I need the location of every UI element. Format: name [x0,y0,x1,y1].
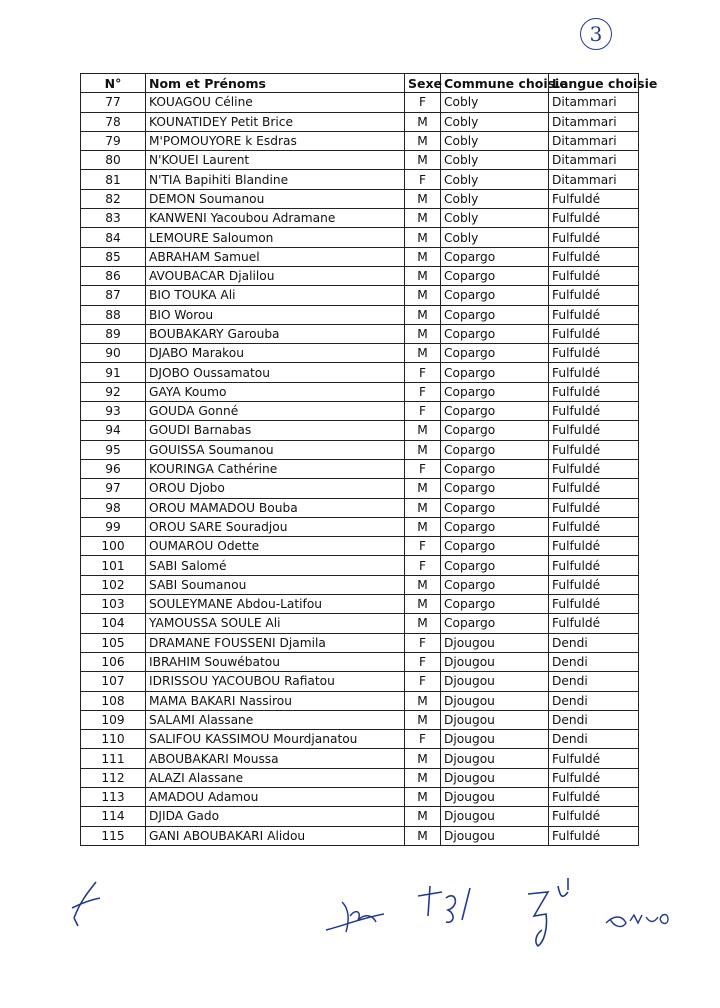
cell-language: Fulfuldé [549,324,639,343]
cell-commune: Copargo [441,537,549,556]
table-row [81,672,639,691]
cell-commune: Copargo [441,517,549,536]
cell-sex: M [405,344,441,363]
cell-name: KOUNATIDEY Petit Brice [146,112,405,131]
cell-sex: F [405,652,441,671]
table-row [81,517,639,536]
cell-language: Fulfuldé [549,575,639,594]
cell-language: Fulfuldé [549,266,639,285]
table-row [81,595,639,614]
cell-commune: Djougou [441,672,549,691]
cell-language: Fulfuldé [549,807,639,826]
cell-commune: Cobly [441,131,549,150]
cell-commune: Djougou [441,749,549,768]
cell-number: 101 [81,556,146,575]
cell-number: 93 [81,402,146,421]
table-row [81,112,639,131]
cell-commune: Djougou [441,652,549,671]
cell-number: 96 [81,459,146,478]
table-row [81,421,639,440]
cell-language: Fulfuldé [549,479,639,498]
cell-number: 106 [81,652,146,671]
cell-commune: Cobly [441,93,549,112]
cell-name: BIO TOUKA Ali [146,286,405,305]
cell-commune: Djougou [441,730,549,749]
header-commune: Commune choisie [441,74,549,93]
table-row [81,807,639,826]
cell-language: Fulfuldé [549,768,639,787]
table-row [81,537,639,556]
cell-language: Ditammari [549,170,639,189]
table-row [81,382,639,401]
cell-number: 114 [81,807,146,826]
table-row [81,131,639,150]
cell-language: Fulfuldé [549,209,639,228]
participants-table [80,73,658,846]
cell-sex: M [405,595,441,614]
table-row [81,575,639,594]
cell-number: 83 [81,209,146,228]
cell-number: 103 [81,595,146,614]
table-row [81,787,639,806]
cell-sex: M [405,112,441,131]
signature-2 [412,880,482,930]
cell-commune: Copargo [441,286,549,305]
cell-number: 94 [81,421,146,440]
table-row [81,614,639,633]
cell-sex: M [405,247,441,266]
cell-name: KANWENI Yacoubou Adramane [146,209,405,228]
header-name: Nom et Prénoms [146,74,405,93]
cell-name: BIO Worou [146,305,405,324]
cell-language: Fulfuldé [549,556,639,575]
cell-name: GOUDA Gonné [146,402,405,421]
cell-sex: M [405,305,441,324]
table-header-row [81,74,639,93]
cell-commune: Copargo [441,363,549,382]
cell-sex: M [405,286,441,305]
cell-commune: Cobly [441,189,549,208]
cell-number: 91 [81,363,146,382]
cell-commune: Copargo [441,479,549,498]
cell-name: DEMON Soumanou [146,189,405,208]
cell-commune: Copargo [441,575,549,594]
table-row [81,556,639,575]
cell-commune: Copargo [441,247,549,266]
table-row [81,305,639,324]
cell-commune: Cobly [441,209,549,228]
cell-name: OUMAROU Odette [146,537,405,556]
cell-sex: M [405,807,441,826]
page-number-circle [580,18,612,50]
table-row [81,730,639,749]
cell-language: Dendi [549,730,639,749]
cell-language: Fulfuldé [549,498,639,517]
cell-language: Dendi [549,691,639,710]
table-row [81,228,639,247]
table-row [81,324,639,343]
cell-commune: Djougou [441,787,549,806]
cell-number: 80 [81,151,146,170]
cell-sex: F [405,633,441,652]
cell-language: Fulfuldé [549,826,639,845]
cell-language: Dendi [549,652,639,671]
cell-number: 86 [81,266,146,285]
cell-sex: M [405,691,441,710]
table-row [81,479,639,498]
cell-language: Fulfuldé [549,614,639,633]
cell-sex: M [405,421,441,440]
cell-name: SABI Soumanou [146,575,405,594]
table-row [81,189,639,208]
cell-name: IDRISSOU YACOUBOU Rafiatou [146,672,405,691]
cell-number: 85 [81,247,146,266]
cell-sex: M [405,228,441,247]
cell-commune: Copargo [441,614,549,633]
cell-name: GOUDI Barnabas [146,421,405,440]
cell-commune: Copargo [441,266,549,285]
cell-number: 109 [81,710,146,729]
cell-commune: Djougou [441,710,549,729]
cell-sex: M [405,575,441,594]
signature-left [66,878,106,928]
cell-commune: Copargo [441,556,549,575]
cell-sex: M [405,749,441,768]
cell-sex: M [405,324,441,343]
cell-commune: Djougou [441,633,549,652]
cell-name: ABRAHAM Samuel [146,247,405,266]
cell-name: OROU Djobo [146,479,405,498]
cell-sex: M [405,517,441,536]
table-row [81,768,639,787]
cell-sex: M [405,768,441,787]
cell-commune: Cobly [441,151,549,170]
cell-name: M'POMOUYORE k Esdras [146,131,405,150]
table-row [81,440,639,459]
cell-sex: M [405,826,441,845]
header-sex: Sexe [405,74,441,93]
table-row [81,652,639,671]
cell-name: BOUBAKARY Garouba [146,324,405,343]
cell-commune: Copargo [441,344,549,363]
cell-number: 104 [81,614,146,633]
table-row [81,498,639,517]
cell-commune: Djougou [441,807,549,826]
cell-commune: Djougou [441,826,549,845]
cell-language: Fulfuldé [549,537,639,556]
header-number: N° [81,74,146,93]
cell-number: 100 [81,537,146,556]
cell-commune: Copargo [441,595,549,614]
cell-name: MAMA BAKARI Nassirou [146,691,405,710]
cell-name: GAYA Koumo [146,382,405,401]
cell-commune: Copargo [441,402,549,421]
table-row [81,266,639,285]
cell-language: Fulfuldé [549,440,639,459]
cell-number: 112 [81,768,146,787]
cell-name: N'KOUEI Laurent [146,151,405,170]
table-row [81,749,639,768]
cell-sex: F [405,363,441,382]
cell-number: 90 [81,344,146,363]
cell-number: 87 [81,286,146,305]
cell-commune: Copargo [441,498,549,517]
cell-name: IBRAHIM Souwébatou [146,652,405,671]
cell-number: 84 [81,228,146,247]
header-language: Langue choisie [549,74,639,93]
cell-number: 79 [81,131,146,150]
cell-sex: M [405,151,441,170]
cell-number: 111 [81,749,146,768]
cell-number: 108 [81,691,146,710]
cell-name: KOUAGOU Céline [146,93,405,112]
cell-commune: Copargo [441,305,549,324]
table-row [81,691,639,710]
cell-name: GANI ABOUBAKARI Alidou [146,826,405,845]
cell-number: 110 [81,730,146,749]
cell-number: 113 [81,787,146,806]
table-row [81,286,639,305]
cell-number: 99 [81,517,146,536]
cell-commune: Copargo [441,324,549,343]
cell-commune: Copargo [441,382,549,401]
table-row [81,209,639,228]
cell-sex: F [405,93,441,112]
cell-language: Ditammari [549,112,639,131]
cell-number: 97 [81,479,146,498]
signature-4 [604,905,674,935]
cell-sex: F [405,382,441,401]
cell-name: LEMOURE Saloumon [146,228,405,247]
cell-name: SOULEYMANE Abdou-Latifou [146,595,405,614]
cell-language: Fulfuldé [549,247,639,266]
page-number: 3 [589,22,603,46]
cell-language: Fulfuldé [549,459,639,478]
cell-name: SABI Salomé [146,556,405,575]
cell-sex: F [405,730,441,749]
cell-sex: M [405,266,441,285]
cell-language: Fulfuldé [549,228,639,247]
cell-number: 105 [81,633,146,652]
cell-name: DJABO Marakou [146,344,405,363]
cell-name: N'TIA Bapihiti Blandine [146,170,405,189]
cell-number: 98 [81,498,146,517]
table-row [81,402,639,421]
cell-language: Dendi [549,633,639,652]
cell-language: Ditammari [549,151,639,170]
cell-number: 89 [81,324,146,343]
table-row [81,93,639,112]
cell-sex: F [405,170,441,189]
cell-name: AVOUBACAR Djalilou [146,266,405,285]
cell-commune: Copargo [441,440,549,459]
cell-sex: M [405,614,441,633]
cell-number: 78 [81,112,146,131]
cell-language: Fulfuldé [549,402,639,421]
cell-commune: Cobly [441,112,549,131]
cell-sex: M [405,787,441,806]
cell-sex: F [405,672,441,691]
cell-name: KOURINGA Cathérine [146,459,405,478]
table-row [81,710,639,729]
cell-sex: M [405,498,441,517]
cell-sex: F [405,459,441,478]
cell-language: Fulfuldé [549,382,639,401]
cell-sex: F [405,537,441,556]
table-row [81,363,639,382]
cell-number: 82 [81,189,146,208]
cell-commune: Cobly [441,170,549,189]
cell-commune: Djougou [441,768,549,787]
cell-commune: Copargo [441,421,549,440]
table-row [81,826,639,845]
cell-name: DJOBO Oussamatou [146,363,405,382]
cell-sex: M [405,440,441,459]
cell-name: SALAMI Alassane [146,710,405,729]
cell-number: 107 [81,672,146,691]
cell-commune: Cobly [441,228,549,247]
cell-language: Fulfuldé [549,595,639,614]
cell-number: 102 [81,575,146,594]
table-body [81,93,639,846]
cell-sex: M [405,479,441,498]
cell-name: SALIFOU KASSIMOU Mourdjanatou [146,730,405,749]
cell-name: DRAMANE FOUSSENI Djamila [146,633,405,652]
cell-number: 81 [81,170,146,189]
signature-3 [518,872,588,952]
signature-1 [322,888,392,938]
cell-language: Ditammari [549,131,639,150]
cell-sex: M [405,209,441,228]
cell-language: Ditammari [549,93,639,112]
cell-language: Fulfuldé [549,344,639,363]
cell-language: Fulfuldé [549,305,639,324]
cell-name: GOUISSA Soumanou [146,440,405,459]
cell-number: 77 [81,93,146,112]
cell-commune: Djougou [441,691,549,710]
cell-sex: F [405,556,441,575]
cell-language: Fulfuldé [549,189,639,208]
cell-language: Fulfuldé [549,363,639,382]
cell-name: OROU MAMADOU Bouba [146,498,405,517]
cell-sex: M [405,710,441,729]
cell-name: ALAZI Alassane [146,768,405,787]
cell-language: Dendi [549,672,639,691]
cell-sex: M [405,131,441,150]
cell-language: Dendi [549,710,639,729]
table-row [81,344,639,363]
cell-language: Fulfuldé [549,749,639,768]
table-row [81,459,639,478]
cell-commune: Copargo [441,459,549,478]
cell-number: 115 [81,826,146,845]
cell-name: DJIDA Gado [146,807,405,826]
cell-name: ABOUBAKARI Moussa [146,749,405,768]
cell-number: 88 [81,305,146,324]
table-row [81,151,639,170]
table-row [81,247,639,266]
cell-language: Fulfuldé [549,787,639,806]
cell-language: Fulfuldé [549,286,639,305]
cell-sex: F [405,402,441,421]
cell-language: Fulfuldé [549,517,639,536]
cell-name: AMADOU Adamou [146,787,405,806]
cell-number: 92 [81,382,146,401]
cell-language: Fulfuldé [549,421,639,440]
table-row [81,170,639,189]
cell-name: YAMOUSSA SOULE Ali [146,614,405,633]
cell-number: 95 [81,440,146,459]
cell-name: OROU SARE Souradjou [146,517,405,536]
table-row [81,633,639,652]
cell-sex: M [405,189,441,208]
